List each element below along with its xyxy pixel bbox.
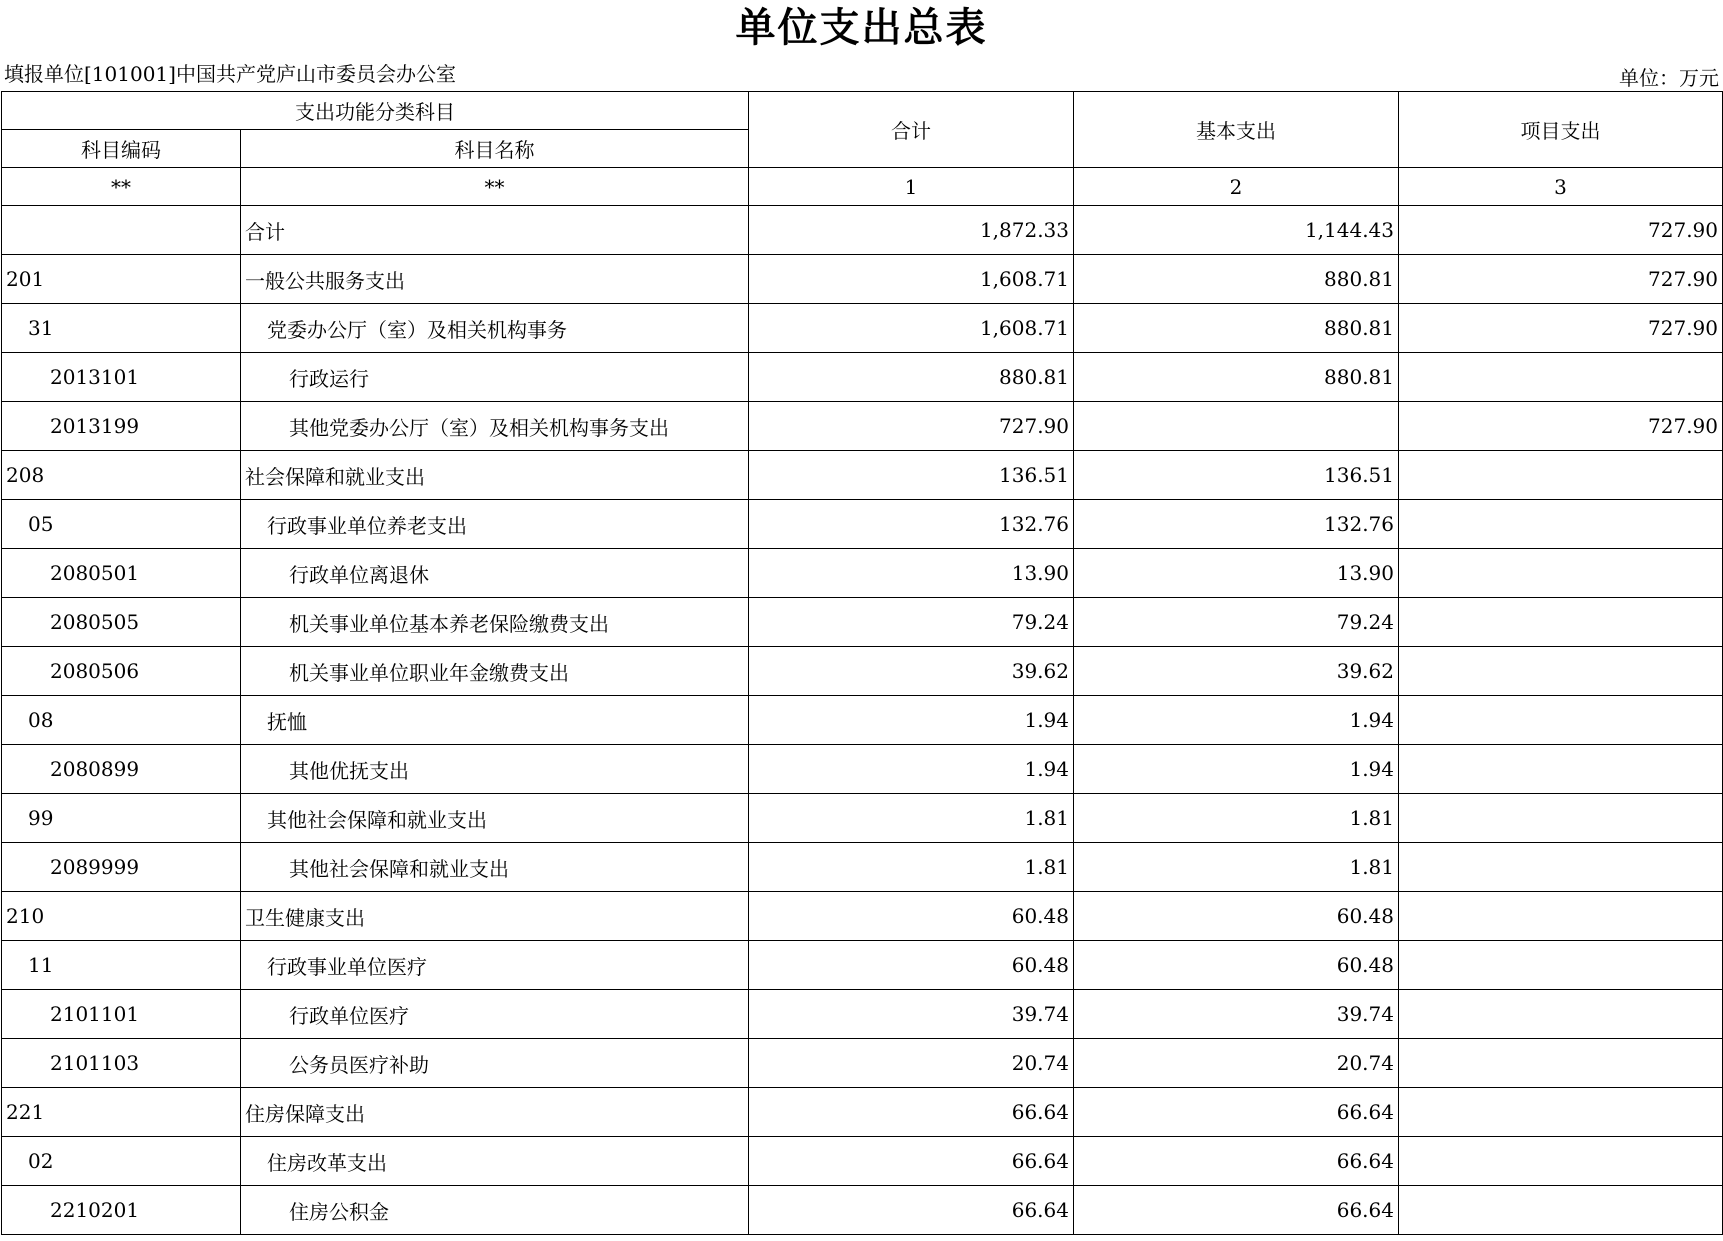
total-cell: 39.62: [749, 647, 1074, 696]
table-row: [2, 1088, 1723, 1137]
total-cell: 20.74: [749, 1039, 1074, 1088]
project-expenditure-cell: 727.90: [1399, 402, 1723, 451]
subject-name-cell: 住房改革支出: [241, 1137, 749, 1186]
subject-code-cell: 05: [2, 500, 241, 549]
subject-code-cell: 02: [2, 1137, 241, 1186]
table-row: [2, 598, 1723, 647]
basic-expenditure-cell: 880.81: [1074, 353, 1399, 402]
index-code: **: [2, 168, 241, 206]
total-cell: 1.94: [749, 696, 1074, 745]
project-expenditure-cell: [1399, 843, 1723, 892]
table-row: [2, 451, 1723, 500]
total-cell: 66.64: [749, 1137, 1074, 1186]
subject-name-cell: 公务员医疗补助: [241, 1039, 749, 1088]
total-cell: 132.76: [749, 500, 1074, 549]
basic-expenditure-cell: 39.74: [1074, 990, 1399, 1039]
total-cell: 66.64: [749, 1186, 1074, 1235]
basic-expenditure-cell: [1074, 402, 1399, 451]
project-expenditure-cell: [1399, 451, 1723, 500]
subject-name-cell: 机关事业单位职业年金缴费支出: [241, 647, 749, 696]
basic-expenditure-cell: 66.64: [1074, 1137, 1399, 1186]
table-body: [2, 206, 1723, 1235]
subject-code-cell: 208: [2, 451, 241, 500]
table-row: [2, 353, 1723, 402]
subject-name-cell: 其他社会保障和就业支出: [241, 794, 749, 843]
subject-code-cell: 2101101: [2, 990, 241, 1039]
subject-name-cell: 行政事业单位医疗: [241, 941, 749, 990]
total-cell: 880.81: [749, 353, 1074, 402]
basic-expenditure-cell: 39.62: [1074, 647, 1399, 696]
subject-code-cell: 201: [2, 255, 241, 304]
subject-name-cell: 行政事业单位养老支出: [241, 500, 749, 549]
subject-name-cell: 住房公积金: [241, 1186, 749, 1235]
index-name: **: [241, 168, 749, 206]
table-row: [2, 402, 1723, 451]
project-expenditure-cell: [1399, 353, 1723, 402]
project-expenditure-cell: [1399, 598, 1723, 647]
table-row: [2, 647, 1723, 696]
basic-expenditure-cell: 60.48: [1074, 941, 1399, 990]
subject-name-cell: 机关事业单位基本养老保险缴费支出: [241, 598, 749, 647]
subject-name-cell: 社会保障和就业支出: [241, 451, 749, 500]
project-expenditure-cell: [1399, 794, 1723, 843]
total-cell: 60.48: [749, 941, 1074, 990]
header-index-row: [2, 168, 1723, 206]
basic-expenditure-cell: 66.64: [1074, 1186, 1399, 1235]
total-cell: 39.74: [749, 990, 1074, 1039]
header-row-1: [2, 92, 1723, 130]
index-basic: 2: [1074, 168, 1399, 206]
report-title: 单位支出总表: [735, 5, 988, 51]
table-row: [2, 1137, 1723, 1186]
header-subject-code: 科目编码: [2, 130, 241, 168]
project-expenditure-cell: 727.90: [1399, 206, 1723, 255]
total-cell: 1.94: [749, 745, 1074, 794]
unit-label: 单位：万元: [1619, 66, 1719, 90]
index-total: 1: [749, 168, 1074, 206]
project-expenditure-cell: [1399, 1186, 1723, 1235]
subject-code-cell: 2080506: [2, 647, 241, 696]
subject-name-cell: 合计: [241, 206, 749, 255]
table-row: [2, 941, 1723, 990]
subject-name-cell: 其他优抚支出: [241, 745, 749, 794]
total-cell: 727.90: [749, 402, 1074, 451]
subject-code-cell: 2013199: [2, 402, 241, 451]
table-row: [2, 304, 1723, 353]
basic-expenditure-cell: 13.90: [1074, 549, 1399, 598]
subject-name-cell: 一般公共服务支出: [241, 255, 749, 304]
subject-name-cell: 住房保障支出: [241, 1088, 749, 1137]
table-row: [2, 990, 1723, 1039]
subject-name-cell: 行政单位离退休: [241, 549, 749, 598]
reporting-unit: 填报单位[101001]中国共产党庐山市委员会办公室: [4, 62, 456, 86]
subject-code-cell: 2210201: [2, 1186, 241, 1235]
project-expenditure-cell: [1399, 1088, 1723, 1137]
subject-name-cell: 党委办公厅（室）及相关机构事务: [241, 304, 749, 353]
table-row: [2, 794, 1723, 843]
project-expenditure-cell: [1399, 745, 1723, 794]
subject-code-cell: 2080505: [2, 598, 241, 647]
project-expenditure-cell: 727.90: [1399, 255, 1723, 304]
table-row: [2, 1039, 1723, 1088]
project-expenditure-cell: [1399, 1039, 1723, 1088]
header-total: 合计: [749, 92, 1074, 168]
total-cell: 1.81: [749, 794, 1074, 843]
total-cell: 13.90: [749, 549, 1074, 598]
header-function-classification: 支出功能分类科目: [2, 92, 749, 130]
subject-code-cell: 99: [2, 794, 241, 843]
index-project: 3: [1399, 168, 1723, 206]
project-expenditure-cell: [1399, 990, 1723, 1039]
total-cell: 79.24: [749, 598, 1074, 647]
header-subject-name: 科目名称: [241, 130, 749, 168]
total-cell: 1,608.71: [749, 255, 1074, 304]
total-cell: 1,872.33: [749, 206, 1074, 255]
subject-code-cell: 31: [2, 304, 241, 353]
subject-code-cell: 221: [2, 1088, 241, 1137]
total-cell: 66.64: [749, 1088, 1074, 1137]
table-row: [2, 255, 1723, 304]
basic-expenditure-cell: 1.81: [1074, 843, 1399, 892]
table-row: [2, 206, 1723, 255]
basic-expenditure-cell: 1.94: [1074, 696, 1399, 745]
basic-expenditure-cell: 880.81: [1074, 255, 1399, 304]
basic-expenditure-cell: 1.94: [1074, 745, 1399, 794]
total-cell: 136.51: [749, 451, 1074, 500]
table-row: [2, 843, 1723, 892]
table-row: [2, 892, 1723, 941]
subject-code-cell: 2089999: [2, 843, 241, 892]
basic-expenditure-cell: 66.64: [1074, 1088, 1399, 1137]
basic-expenditure-cell: 880.81: [1074, 304, 1399, 353]
header-project-expenditure: 项目支出: [1399, 92, 1723, 168]
subject-code-cell: 2080899: [2, 745, 241, 794]
project-expenditure-cell: [1399, 696, 1723, 745]
project-expenditure-cell: [1399, 549, 1723, 598]
header-basic-expenditure: 基本支出: [1074, 92, 1399, 168]
subject-name-cell: 行政单位医疗: [241, 990, 749, 1039]
basic-expenditure-cell: 1.81: [1074, 794, 1399, 843]
subject-code-cell: [2, 206, 241, 255]
subject-code-cell: 08: [2, 696, 241, 745]
project-expenditure-cell: [1399, 647, 1723, 696]
subject-name-cell: 卫生健康支出: [241, 892, 749, 941]
project-expenditure-cell: [1399, 1137, 1723, 1186]
subject-name-cell: 其他社会保障和就业支出: [241, 843, 749, 892]
table-row: [2, 500, 1723, 549]
subject-code-cell: 11: [2, 941, 241, 990]
total-cell: 1.81: [749, 843, 1074, 892]
subject-name-cell: 行政运行: [241, 353, 749, 402]
total-cell: 60.48: [749, 892, 1074, 941]
table-row: [2, 745, 1723, 794]
subject-code-cell: 2080501: [2, 549, 241, 598]
basic-expenditure-cell: 136.51: [1074, 451, 1399, 500]
table-row: [2, 549, 1723, 598]
subject-name-cell: 抚恤: [241, 696, 749, 745]
basic-expenditure-cell: 20.74: [1074, 1039, 1399, 1088]
project-expenditure-cell: [1399, 892, 1723, 941]
subject-code-cell: 2013101: [2, 353, 241, 402]
project-expenditure-cell: 727.90: [1399, 304, 1723, 353]
table-row: [2, 1186, 1723, 1235]
basic-expenditure-cell: 1,144.43: [1074, 206, 1399, 255]
table-row: [2, 696, 1723, 745]
project-expenditure-cell: [1399, 500, 1723, 549]
expenditure-table: [1, 91, 1723, 1235]
subject-code-cell: 2101103: [2, 1039, 241, 1088]
total-cell: 1,608.71: [749, 304, 1074, 353]
project-expenditure-cell: [1399, 941, 1723, 990]
subject-name-cell: 其他党委办公厅（室）及相关机构事务支出: [241, 402, 749, 451]
basic-expenditure-cell: 79.24: [1074, 598, 1399, 647]
subject-code-cell: 210: [2, 892, 241, 941]
basic-expenditure-cell: 60.48: [1074, 892, 1399, 941]
basic-expenditure-cell: 132.76: [1074, 500, 1399, 549]
